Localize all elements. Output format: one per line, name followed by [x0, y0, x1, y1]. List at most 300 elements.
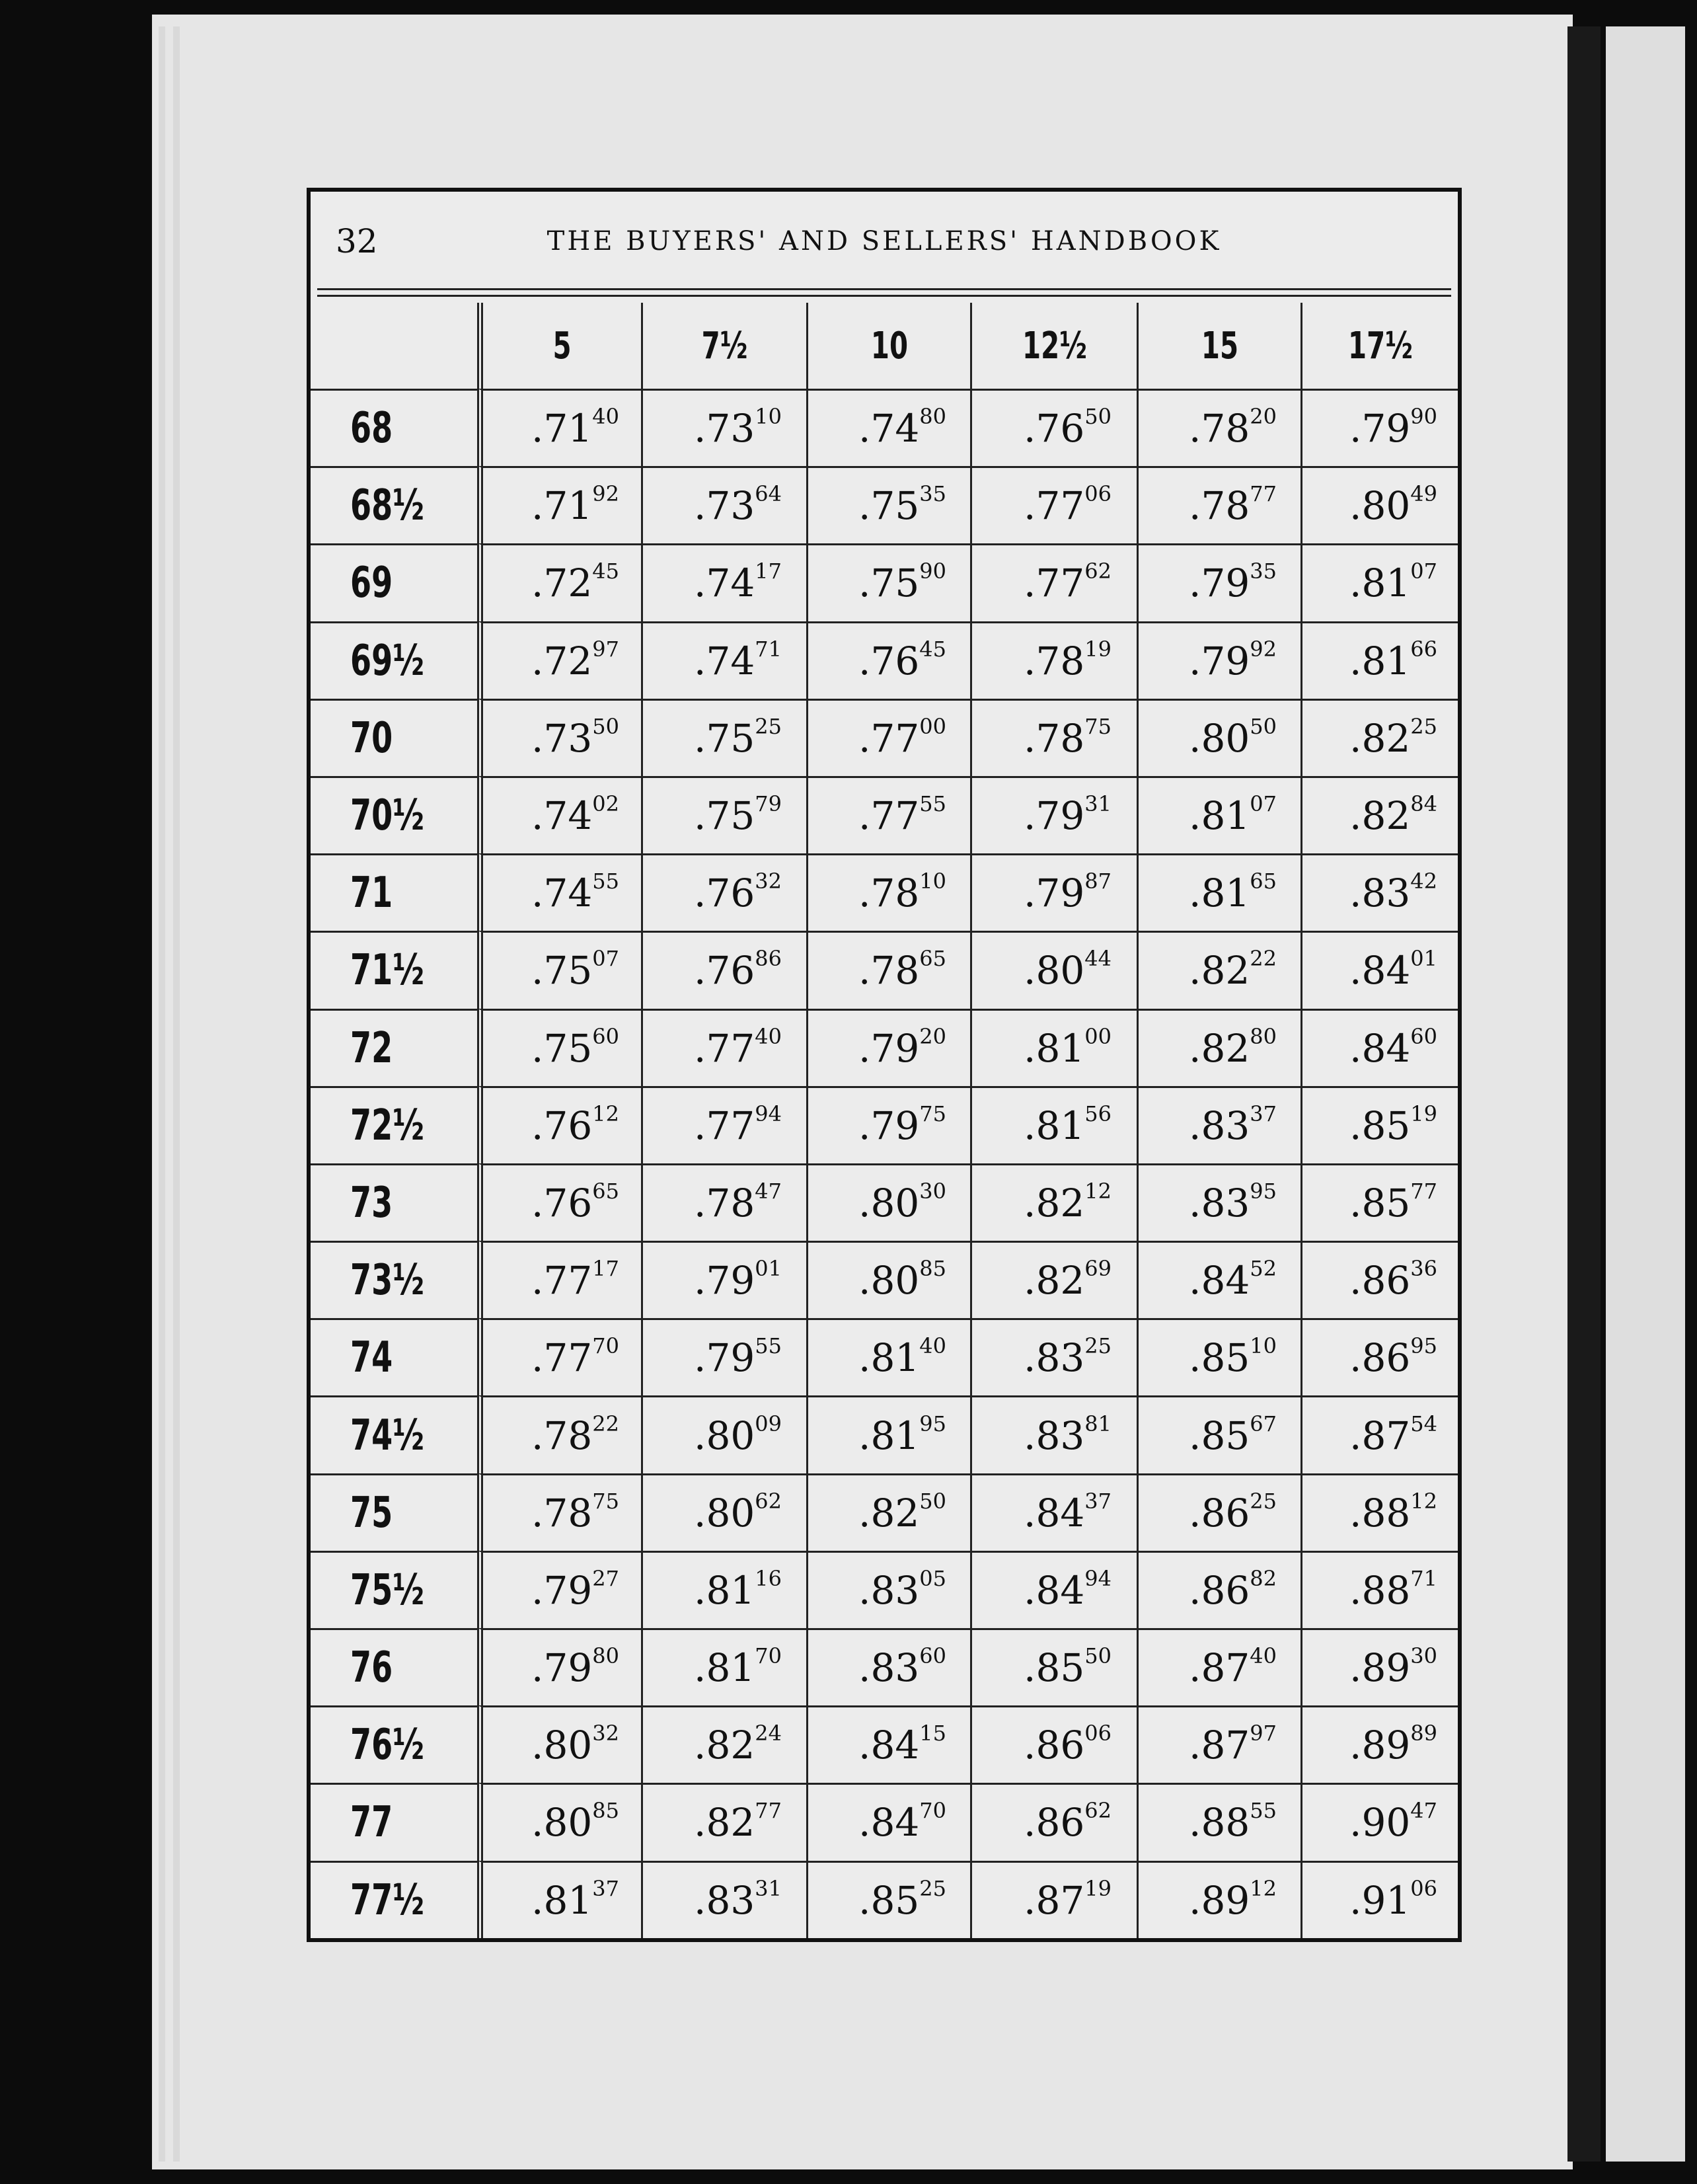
cell-value-cents: 60 [592, 1023, 619, 1049]
table-cell [1301, 1009, 1458, 1086]
table-cell [806, 621, 970, 699]
table-cell [477, 1473, 641, 1551]
cell-value: $.78^{22}$ [531, 1411, 619, 1458]
table-cell [970, 543, 1137, 621]
cell-value: $.79^{31}$ [1024, 791, 1112, 839]
book-spine [1567, 26, 1601, 2162]
table-cell [1137, 1318, 1301, 1395]
cell-value: $.74^{55}$ [531, 869, 619, 916]
cell-value-cents: 90 [919, 559, 946, 584]
table-cell [806, 1551, 970, 1628]
table-cell [806, 1473, 970, 1551]
cell-value: $.85^{10}$ [1189, 1333, 1277, 1381]
cell-value-cents: 75 [1084, 713, 1112, 739]
cell-value-cents: 12 [1250, 1875, 1277, 1901]
cell-value: $.82^{84}$ [1349, 791, 1437, 839]
cell-value-cents: 01 [1410, 946, 1437, 972]
cell-value: $.75^{60}$ [531, 1023, 619, 1071]
row-header-label: 75 [350, 1488, 393, 1538]
table-cell [641, 1163, 806, 1241]
cell-value: $.85^{77}$ [1349, 1178, 1437, 1226]
cell-value-cents: 00 [1084, 1023, 1112, 1049]
table-cell [970, 1009, 1137, 1086]
row-header-label: 71 [350, 869, 393, 918]
table-cell [641, 853, 806, 931]
cell-value-cents: 25 [755, 713, 782, 739]
cell-value-cents: 55 [919, 791, 946, 816]
table-cell [1137, 931, 1301, 1008]
table-cell [970, 853, 1137, 931]
column-header [641, 303, 806, 389]
cell-value: $.78^{77}$ [1189, 481, 1277, 529]
table-cell [1137, 466, 1301, 543]
table-cell [806, 1395, 970, 1473]
cell-value: $.85^{19}$ [1349, 1101, 1437, 1148]
cell-value: $.77^{00}$ [858, 713, 946, 761]
facing-page-edge [1606, 26, 1685, 2162]
cell-value-cents: 77 [1250, 481, 1277, 507]
cell-value-cents: 89 [1410, 1721, 1437, 1746]
cell-value-cents: 22 [1250, 946, 1277, 972]
cell-value: $.73^{50}$ [531, 713, 619, 761]
column-header-label: 5 [552, 324, 572, 368]
cell-value: $.75^{35}$ [858, 481, 946, 529]
column-header-label: 12½ [1022, 324, 1087, 368]
row-header-label: 77½ [350, 1875, 424, 1925]
table-cell [641, 466, 806, 543]
cell-value-cents: 66 [1410, 636, 1437, 662]
cell-value-cents: 50 [1084, 1643, 1112, 1668]
table-cell [477, 1318, 641, 1395]
cell-value: $.82^{80}$ [1189, 1023, 1277, 1071]
table-cell [477, 543, 641, 621]
cell-value-cents: 92 [592, 481, 619, 507]
table-cell [806, 1705, 970, 1783]
row-header [311, 1318, 477, 1395]
cell-value: $.79^{92}$ [1189, 636, 1277, 683]
table-corner [311, 303, 477, 389]
column-header [477, 303, 641, 389]
table-cell [1137, 1395, 1301, 1473]
cell-value-cents: 30 [1410, 1643, 1437, 1668]
table-cell [477, 776, 641, 853]
cell-value-cents: 70 [919, 1798, 946, 1824]
row-header-label: 71½ [350, 946, 424, 995]
row-header-label: 74 [350, 1333, 393, 1383]
cell-value-cents: 06 [1084, 1721, 1112, 1746]
cell-value: $.84^{60}$ [1349, 1023, 1437, 1071]
table-cell [1301, 1241, 1458, 1318]
column-header [806, 303, 970, 389]
table-cell [1137, 1086, 1301, 1163]
table-cell [477, 1861, 641, 1938]
row-header [311, 1551, 477, 1628]
table-cell [1137, 621, 1301, 699]
table-cell [806, 776, 970, 853]
cell-value: $.81^{07}$ [1189, 791, 1277, 839]
cell-value-cents: 17 [755, 559, 782, 584]
cell-value: $.80^{44}$ [1024, 946, 1112, 994]
cell-value-cents: 40 [755, 1023, 782, 1049]
cell-value: $.83^{37}$ [1189, 1101, 1277, 1148]
table-cell [970, 1705, 1137, 1783]
cell-value: $.75^{25}$ [694, 713, 782, 761]
book-page [307, 188, 1462, 1942]
table-cell [970, 1861, 1137, 1938]
cell-value: $.88^{71}$ [1349, 1565, 1437, 1613]
cell-value-cents: 25 [1084, 1333, 1112, 1359]
row-header [311, 1241, 477, 1318]
cell-value-cents: 77 [1410, 1178, 1437, 1204]
column-header-label: 7½ [701, 324, 748, 368]
cell-value: $.90^{47}$ [1349, 1798, 1437, 1846]
cell-value-cents: 27 [592, 1565, 619, 1591]
row-header [311, 466, 477, 543]
cell-value-cents: 30 [919, 1178, 946, 1204]
cell-value: $.79^{55}$ [694, 1333, 782, 1381]
table-cell [806, 853, 970, 931]
row-header [311, 776, 477, 853]
cell-value: $.75^{90}$ [858, 559, 946, 606]
table-cell [970, 1783, 1137, 1860]
table-cell [641, 1318, 806, 1395]
table-cell [806, 699, 970, 776]
table-cell [641, 1783, 806, 1860]
cell-value-cents: 75 [592, 1488, 619, 1514]
row-header-label: 68½ [350, 481, 424, 531]
cell-value-cents: 22 [592, 1411, 619, 1436]
cell-value-cents: 19 [1084, 636, 1112, 662]
table-cell [970, 1163, 1137, 1241]
cell-value-cents: 55 [1250, 1798, 1277, 1824]
cell-value: $.84^{52}$ [1189, 1255, 1277, 1304]
cell-value: $.71^{40}$ [531, 403, 619, 451]
cell-value-cents: 54 [1410, 1411, 1437, 1436]
cell-value-cents: 37 [592, 1875, 619, 1901]
cell-value-cents: 25 [919, 1875, 946, 1901]
cell-value-cents: 71 [1410, 1565, 1437, 1591]
table-cell [1137, 1861, 1301, 1938]
cell-value: $.83^{42}$ [1349, 869, 1437, 916]
cell-value-cents: 31 [1084, 791, 1112, 816]
table-cell [1137, 1551, 1301, 1628]
cell-value: $.82^{25}$ [1349, 713, 1437, 761]
table-cell [806, 931, 970, 1008]
table-cell [1301, 1473, 1458, 1551]
cell-value-cents: 95 [1410, 1333, 1437, 1359]
cell-value-cents: 45 [592, 559, 619, 584]
cell-value: $.83^{95}$ [1189, 1178, 1277, 1226]
cell-value: $.81^{07}$ [1349, 559, 1437, 606]
cell-value: $.79^{80}$ [531, 1643, 619, 1691]
cell-value: $.81^{70}$ [694, 1643, 782, 1691]
cell-value: $.80^{09}$ [694, 1411, 782, 1458]
row-header [311, 1705, 477, 1783]
cell-value-cents: 00 [919, 713, 946, 739]
table-cell [1137, 699, 1301, 776]
table-cell [1137, 776, 1301, 853]
table-cell [1301, 543, 1458, 621]
cell-value: $.79^{90}$ [1349, 403, 1437, 451]
row-header-label: 72½ [350, 1101, 424, 1150]
cell-value-cents: 60 [1410, 1023, 1437, 1049]
cell-value: $.78^{75}$ [1024, 713, 1112, 761]
cell-value: $.73^{64}$ [694, 481, 782, 529]
header-rule [317, 288, 1451, 290]
table-cell [1301, 1163, 1458, 1241]
cell-value-cents: 62 [1084, 559, 1112, 584]
table-cell [970, 1318, 1137, 1395]
row-header [311, 621, 477, 699]
table-cell [1137, 1241, 1301, 1318]
cell-value: $.79^{75}$ [858, 1101, 946, 1148]
cell-value-cents: 82 [1250, 1565, 1277, 1591]
cell-value: $.75^{79}$ [694, 791, 782, 839]
row-header-label: 77 [350, 1798, 393, 1848]
row-header-label: 72 [350, 1023, 393, 1073]
cell-value: $.80^{50}$ [1189, 713, 1277, 761]
cell-value: $.77^{70}$ [531, 1333, 619, 1381]
table-cell [477, 931, 641, 1008]
cell-value-cents: 35 [919, 481, 946, 507]
cell-value: $.82^{77}$ [694, 1798, 782, 1846]
cell-value: $.84^{37}$ [1024, 1488, 1112, 1536]
cell-value: $.83^{60}$ [858, 1643, 946, 1691]
table-cell [1301, 1861, 1458, 1938]
cell-value: $.78^{75}$ [531, 1488, 619, 1536]
cell-value: $.77^{17}$ [531, 1255, 619, 1304]
table-cell [970, 1473, 1137, 1551]
table-cell [970, 776, 1137, 853]
cell-value: $.85^{67}$ [1189, 1411, 1277, 1458]
cell-value-cents: 40 [919, 1333, 946, 1359]
cell-value-cents: 47 [1410, 1798, 1437, 1824]
cell-value: $.77^{06}$ [1024, 481, 1112, 529]
row-header-label: 70½ [350, 791, 424, 841]
cell-value-cents: 80 [592, 1643, 619, 1668]
cell-value: $.74^{71}$ [694, 636, 782, 683]
page-edge [173, 26, 180, 2162]
cell-value: $.81^{56}$ [1024, 1101, 1112, 1148]
cell-value-cents: 81 [1084, 1411, 1112, 1436]
row-header-label: 69½ [350, 636, 424, 685]
cell-value-cents: 55 [755, 1333, 782, 1359]
cell-value: $.82^{24}$ [694, 1721, 782, 1768]
table-cell [970, 1551, 1137, 1628]
cell-value-cents: 70 [755, 1643, 782, 1668]
cell-value-cents: 69 [1084, 1255, 1112, 1281]
cell-value: $.81^{65}$ [1189, 869, 1277, 916]
cell-value-cents: 35 [1250, 559, 1277, 584]
row-header [311, 1861, 477, 1938]
table-cell [806, 1009, 970, 1086]
cell-value: $.78^{20}$ [1189, 403, 1277, 451]
table-cell [806, 1783, 970, 1860]
cell-value-cents: 67 [1250, 1411, 1277, 1436]
cell-value-cents: 25 [1410, 713, 1437, 739]
row-header [311, 1163, 477, 1241]
row-header [311, 1628, 477, 1705]
page-header [311, 192, 1458, 297]
cell-value-cents: 25 [1250, 1488, 1277, 1514]
table-cell [641, 699, 806, 776]
cell-value: $.81^{66}$ [1349, 636, 1437, 683]
cell-value-cents: 02 [592, 791, 619, 816]
cell-value: $.84^{70}$ [858, 1798, 946, 1846]
cell-value-cents: 50 [592, 713, 619, 739]
cell-value-cents: 62 [755, 1488, 782, 1514]
cell-value-cents: 07 [1410, 559, 1437, 584]
table-cell [1137, 1705, 1301, 1783]
table-cell [477, 853, 641, 931]
cell-value: $.71^{92}$ [531, 481, 619, 529]
cell-value: $.86^{62}$ [1024, 1798, 1112, 1846]
cell-value: $.82^{22}$ [1189, 946, 1277, 994]
cell-value-cents: 92 [1250, 636, 1277, 662]
cell-value: $.80^{62}$ [694, 1488, 782, 1536]
cell-value: $.89^{12}$ [1189, 1875, 1277, 1923]
cell-value: $.81^{95}$ [858, 1411, 946, 1458]
table-cell [477, 1009, 641, 1086]
cell-value: $.78^{65}$ [858, 946, 946, 994]
table-cell [1301, 931, 1458, 1008]
cell-value: $.86^{25}$ [1189, 1488, 1277, 1536]
cell-value: $.79^{87}$ [1024, 869, 1112, 916]
row-header-label: 69 [350, 559, 393, 608]
cell-value: $.72^{97}$ [531, 636, 619, 683]
table-cell [1137, 1783, 1301, 1860]
page-edge [159, 26, 165, 2162]
row-header-label: 73½ [350, 1256, 424, 1306]
table-cell [970, 1241, 1137, 1318]
table-cell [970, 1086, 1137, 1163]
cell-value: $.77^{55}$ [858, 791, 946, 839]
cell-value-cents: 50 [1250, 713, 1277, 739]
cell-value: $.84^{94}$ [1024, 1565, 1112, 1613]
cell-value: $.81^{00}$ [1024, 1023, 1112, 1071]
header-rule [317, 295, 1451, 297]
cell-value-cents: 45 [919, 636, 946, 662]
row-header [311, 389, 477, 466]
cell-value: $.86^{06}$ [1024, 1721, 1112, 1768]
table-cell [1301, 1705, 1458, 1783]
column-header-label: 17½ [1347, 324, 1413, 368]
table-cell [477, 1783, 641, 1860]
cell-value-cents: 64 [755, 481, 782, 507]
cell-value: $.79^{20}$ [858, 1023, 946, 1071]
cell-value: $.82^{69}$ [1024, 1255, 1112, 1304]
cell-value: $.88^{12}$ [1349, 1488, 1437, 1536]
table-cell [641, 1473, 806, 1551]
table-cell [806, 1241, 970, 1318]
table-cell [970, 1628, 1137, 1705]
cell-value-cents: 95 [919, 1411, 946, 1436]
cell-value-cents: 07 [592, 946, 619, 972]
cell-value-cents: 12 [1410, 1488, 1437, 1514]
table-cell [641, 1705, 806, 1783]
table-cell [1301, 1318, 1458, 1395]
cell-value-cents: 06 [1410, 1875, 1437, 1901]
table-cell [1301, 389, 1458, 466]
cell-value: $.76^{45}$ [858, 636, 946, 683]
cell-value: $.78^{47}$ [694, 1178, 782, 1226]
cell-value-cents: 86 [755, 946, 782, 972]
table-cell [641, 1086, 806, 1163]
table-cell [477, 699, 641, 776]
cell-value-cents: 79 [755, 791, 782, 816]
cell-value-cents: 71 [755, 636, 782, 662]
cell-value: $.89^{30}$ [1349, 1643, 1437, 1691]
cell-value-cents: 60 [919, 1643, 946, 1668]
cell-value-cents: 31 [755, 1875, 782, 1901]
cell-value: $.74^{02}$ [531, 791, 619, 839]
row-header-label: 76 [350, 1643, 393, 1693]
cell-value-cents: 19 [1410, 1101, 1437, 1126]
cell-value: $.74^{80}$ [858, 403, 946, 451]
cell-value-cents: 17 [592, 1255, 619, 1281]
cell-value-cents: 85 [592, 1798, 619, 1824]
table-cell [806, 543, 970, 621]
cell-value-cents: 10 [919, 869, 946, 894]
cell-value: $.83^{05}$ [858, 1565, 946, 1613]
cell-value-cents: 37 [1084, 1488, 1112, 1514]
table-cell [1301, 1628, 1458, 1705]
cell-value: $.76^{32}$ [694, 869, 782, 916]
row-header [311, 931, 477, 1008]
row-header [311, 853, 477, 931]
cell-value: $.80^{85}$ [531, 1798, 619, 1846]
table-cell [970, 466, 1137, 543]
row-header-label: 68 [350, 404, 393, 453]
cell-value-cents: 10 [1250, 1333, 1277, 1359]
table-cell [477, 1241, 641, 1318]
cell-value-cents: 70 [592, 1333, 619, 1359]
cell-value-cents: 94 [755, 1101, 782, 1126]
table-cell [641, 1551, 806, 1628]
table-cell [477, 1551, 641, 1628]
table-cell [1137, 1163, 1301, 1241]
cell-value: $.83^{81}$ [1024, 1411, 1112, 1458]
row-header [311, 699, 477, 776]
table-cell [1301, 1551, 1458, 1628]
table-cell [1137, 1009, 1301, 1086]
column-header [1301, 303, 1458, 389]
table-cell [806, 1861, 970, 1938]
cell-value: $.77^{62}$ [1024, 559, 1112, 606]
table-cell [1301, 699, 1458, 776]
cell-value-cents: 19 [1084, 1875, 1112, 1901]
table-cell [641, 1009, 806, 1086]
cell-value: $.87^{54}$ [1349, 1411, 1437, 1458]
row-header [311, 1473, 477, 1551]
cell-value-cents: 12 [1084, 1178, 1112, 1204]
cell-value-cents: 56 [1084, 1101, 1112, 1126]
cell-value-cents: 75 [919, 1101, 946, 1126]
cell-value-cents: 90 [1410, 403, 1437, 429]
table-cell [1301, 466, 1458, 543]
cell-value-cents: 24 [755, 1721, 782, 1746]
cell-value-cents: 47 [755, 1178, 782, 1204]
cell-value: $.78^{19}$ [1024, 636, 1112, 683]
cell-value-cents: 16 [755, 1565, 782, 1591]
table-cell [641, 1395, 806, 1473]
table-cell [477, 1395, 641, 1473]
table-cell [477, 389, 641, 466]
cell-value: $.82^{50}$ [858, 1488, 946, 1536]
row-header [311, 1009, 477, 1086]
table-cell [1301, 853, 1458, 931]
table-cell [477, 1628, 641, 1705]
